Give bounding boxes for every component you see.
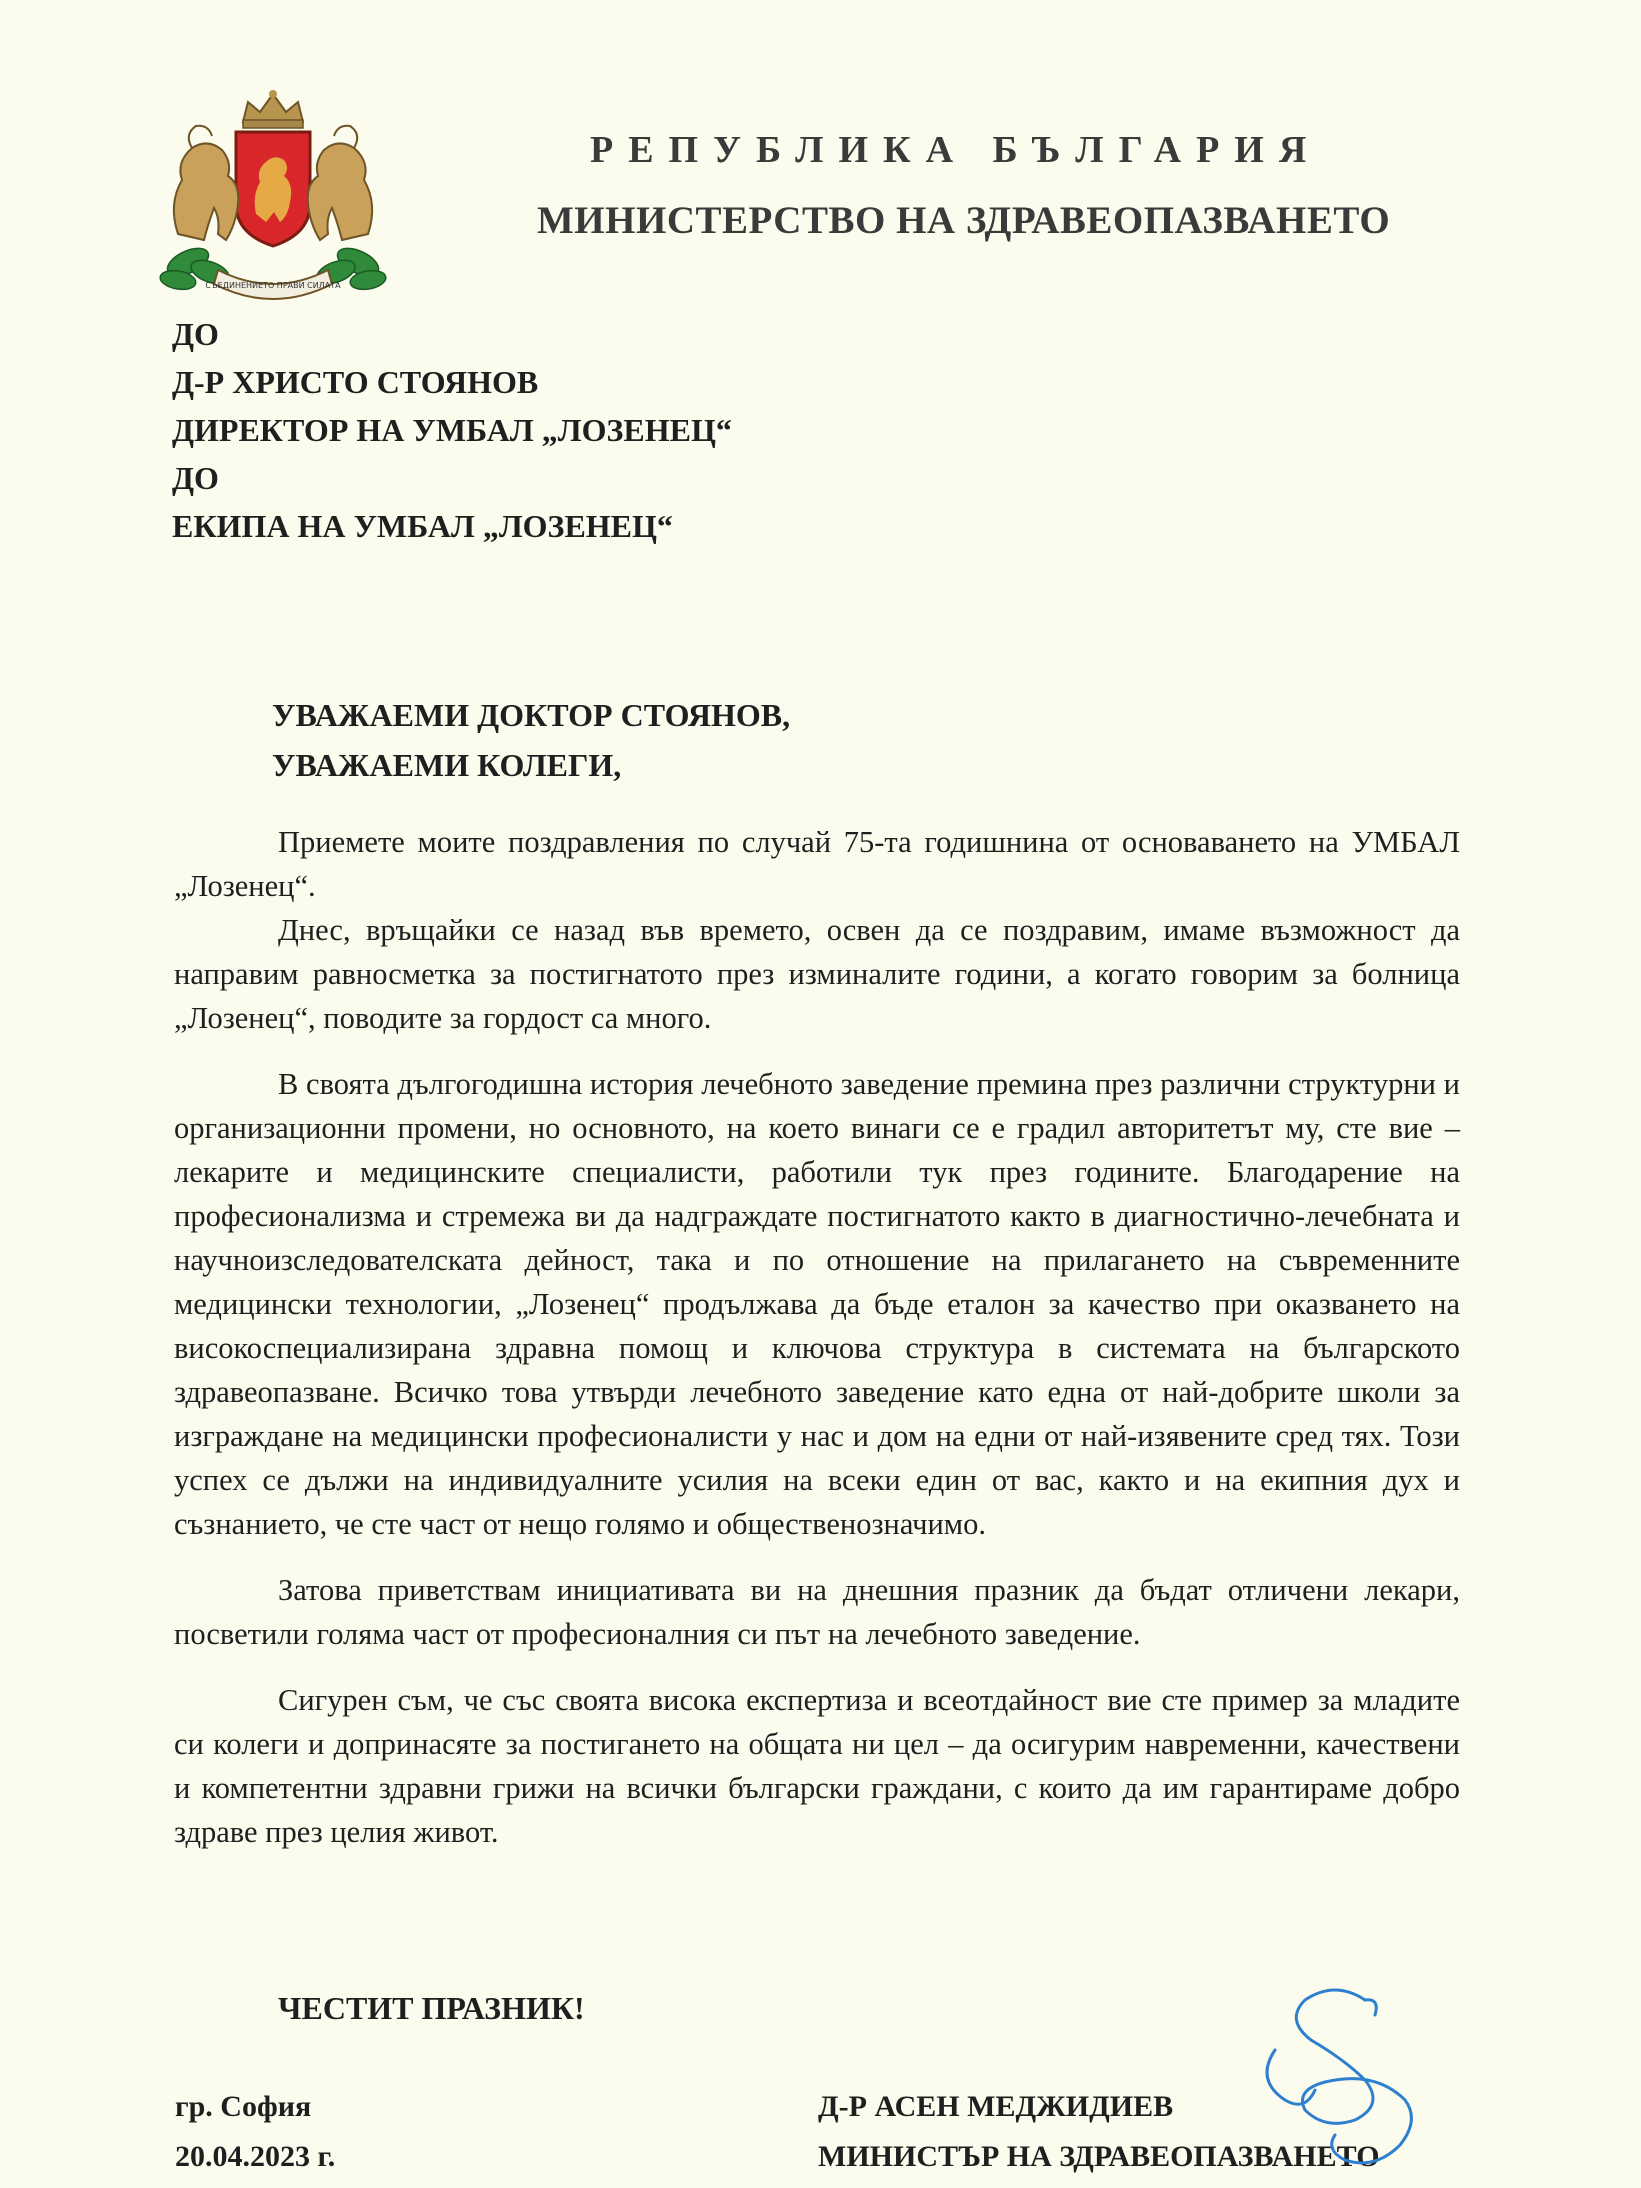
address-line: ДО <box>172 316 219 352</box>
closing-greeting: ЧЕСТИТ ПРАЗНИК! <box>278 1990 585 2026</box>
place-and-date <box>175 2082 335 2182</box>
body-paragraph: В своята дългогодишна история лечебното заведение премина през различни структурни и организационни промени, но основното, на което винаги се е градил авторитетът му, сте вие – лекарите и медицинските специалисти, работили тук през годините. Благодарение на професионализма и стремежа ви да надграждате постигнатото както в диагностично-лечебната и научноизследователската дейност, така и по отношение на прилагането на съвременните медицински технологии, „Лозенец“ продължава да бъде еталон за качество при оказването на високоспециализирана здравна помощ и ключова структура в системата на българското здравеопазване. Всичко това утвърди лечебното заведение като една от най-добрите школи за изграждане на медицински професионалисти у нас и дом на едни от най-изявените сред тях. Този успех се дължи на индивидуалните усилия на всеки един от вас, както и на екипния дух и съзнанието, че сте част от нещо голямо и общественозначимо. <box>174 1067 1460 1541</box>
salutation-line: УВАЖАЕМИ ДОКТОР СТОЯНОВ, <box>272 697 791 733</box>
body-paragraph: Приемете моите поздравления по случай 75-та годишнина от основаването на УМБАЛ „Лозенец“. <box>174 825 1460 903</box>
signatory-title: МИНИСТЪР НА ЗДРАВЕОПАЗВАНЕТО <box>818 2140 1380 2173</box>
salutation-line: УВАЖАЕМИ КОЛЕГИ, <box>272 747 622 783</box>
signatory-name: Д-Р АСЕН МЕДЖИДИЕВ <box>818 2090 1174 2123</box>
address-line: ЕКИПА НА УМБАЛ „ЛОЗЕНЕЦ“ <box>172 508 673 544</box>
header-country: РЕПУБЛИКА БЪЛГАРИЯ <box>590 129 1322 171</box>
body-paragraph: Сигурен съм, че със своята висока експертиза и всеотдайност вие сте пример за младите си колеги и допринасяте за постигането на общата ни цел – да осигурим навременни, качествени и компетентни здравни грижи на всички български граждани, с които да им гарантираме добро здраве през целия живот. <box>174 1683 1460 1849</box>
emblem-motto: СЪЕДИНЕНИЕТО ПРАВИ СИЛАТА <box>205 281 341 290</box>
address-line: ДО <box>172 460 219 496</box>
address-line: Д-Р ХРИСТО СТОЯНОВ <box>172 364 539 400</box>
header-ministry: МИНИСТЕРСТВО НА ЗДРАВЕОПАЗВАНЕТО <box>537 199 1391 242</box>
date: 20.04.2023 г. <box>175 2140 336 2173</box>
salutation <box>272 690 790 790</box>
address-line: ДИРЕКТОР НА УМБАЛ „ЛОЗЕНЕЦ“ <box>172 412 732 448</box>
letter-body <box>174 820 1460 1854</box>
handwritten-signature-icon <box>1215 1970 1445 2188</box>
place: гр. София <box>175 2090 312 2123</box>
recipient-address <box>172 310 732 550</box>
coat-of-arms-icon <box>148 84 398 314</box>
body-paragraph: Днес, връщайки се назад във времето, освен да се поздравим, имаме възможност да направим равносметка за постигнатото през изминалите години, а когато говорим за болница „Лозенец“, поводите за гордост са много. <box>174 913 1460 1035</box>
body-paragraph: Затова приветствам инициативата ви на днешния празник да бъдат отличени лекари, посветили голяма част от професионалния си път на лечебното заведение. <box>174 1573 1460 1651</box>
